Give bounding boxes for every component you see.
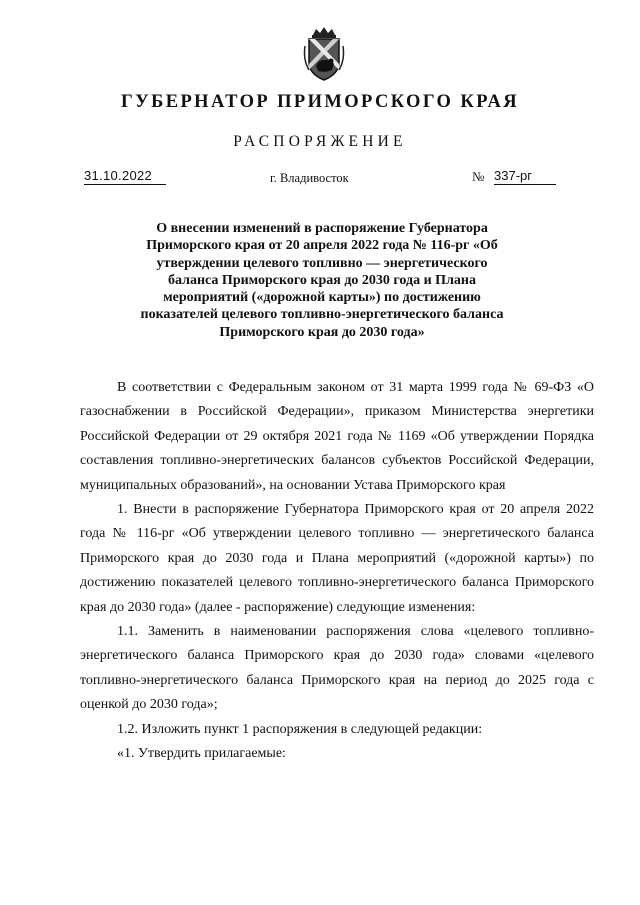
paragraph-item-1-1: 1.1. Заменить в наименовании распоряжения слова «целевого топливно-энергетического баланса Приморского края до 2030 года» словами «целевого топливно-энергетического баланса Приморского края на период до 2025 года с оценкой до 2030 года»; xyxy=(80,624,594,713)
paragraph-quote-start: «1. Утвердить прилагаемые: xyxy=(117,746,286,762)
document-body xyxy=(80,376,594,767)
authority-heading: ГУБЕРНАТОР ПРИМОРСКОГО КРАЯ xyxy=(120,92,520,112)
paragraph-preamble: В соответствии с Федеральным законом от 31 марта 1999 года № 69-ФЗ «О газоснабжении в Российской Федерации», приказом Министерства энергетики Российской Федерации от 29 октября 2021 года № 1169 «Об утверждении Порядка составления топливно-энергетических балансов субъектов Российской Федерации, муниципальных образований», на основании Устава Приморского края xyxy=(80,380,594,493)
paragraph-item-1: 1. Внести в распоряжение Губернатора Приморского края от 20 апреля 2022 года № 116-рг «Об утверждении целевого топливно — энергетического баланса Приморского края до 2030 года и Плана мероприятий («дорожной карты») по достижению показателей целевого топливно-энергетического баланса Приморского края до 2030 года» (далее - распоряжение) следующие изменения: xyxy=(80,502,594,615)
document-type: РАСПОРЯЖЕНИЕ xyxy=(233,133,407,150)
coat-of-arms-icon xyxy=(301,26,347,84)
document-number: 337-рг xyxy=(494,168,556,185)
paragraph-item-1-2: 1.2. Изложить пункт 1 распоряжения в следующей редакции: xyxy=(117,721,483,737)
number-sign: № xyxy=(472,169,485,184)
document-date: 31.10.2022 xyxy=(84,168,166,185)
document-city: г. Владивосток xyxy=(270,171,349,185)
document-title: О внесении изменений в распоряжение Губернатора Приморского края от 20 апреля 2022 года № 116-рг «Об утверждении целевого топливно — энергетического баланса Приморского края до 2030 года и Плана мероприятий («дорожной карты») по достижению показателей целевого топливно-энергетического баланса Приморского края до 2030 года» xyxy=(140,221,504,340)
